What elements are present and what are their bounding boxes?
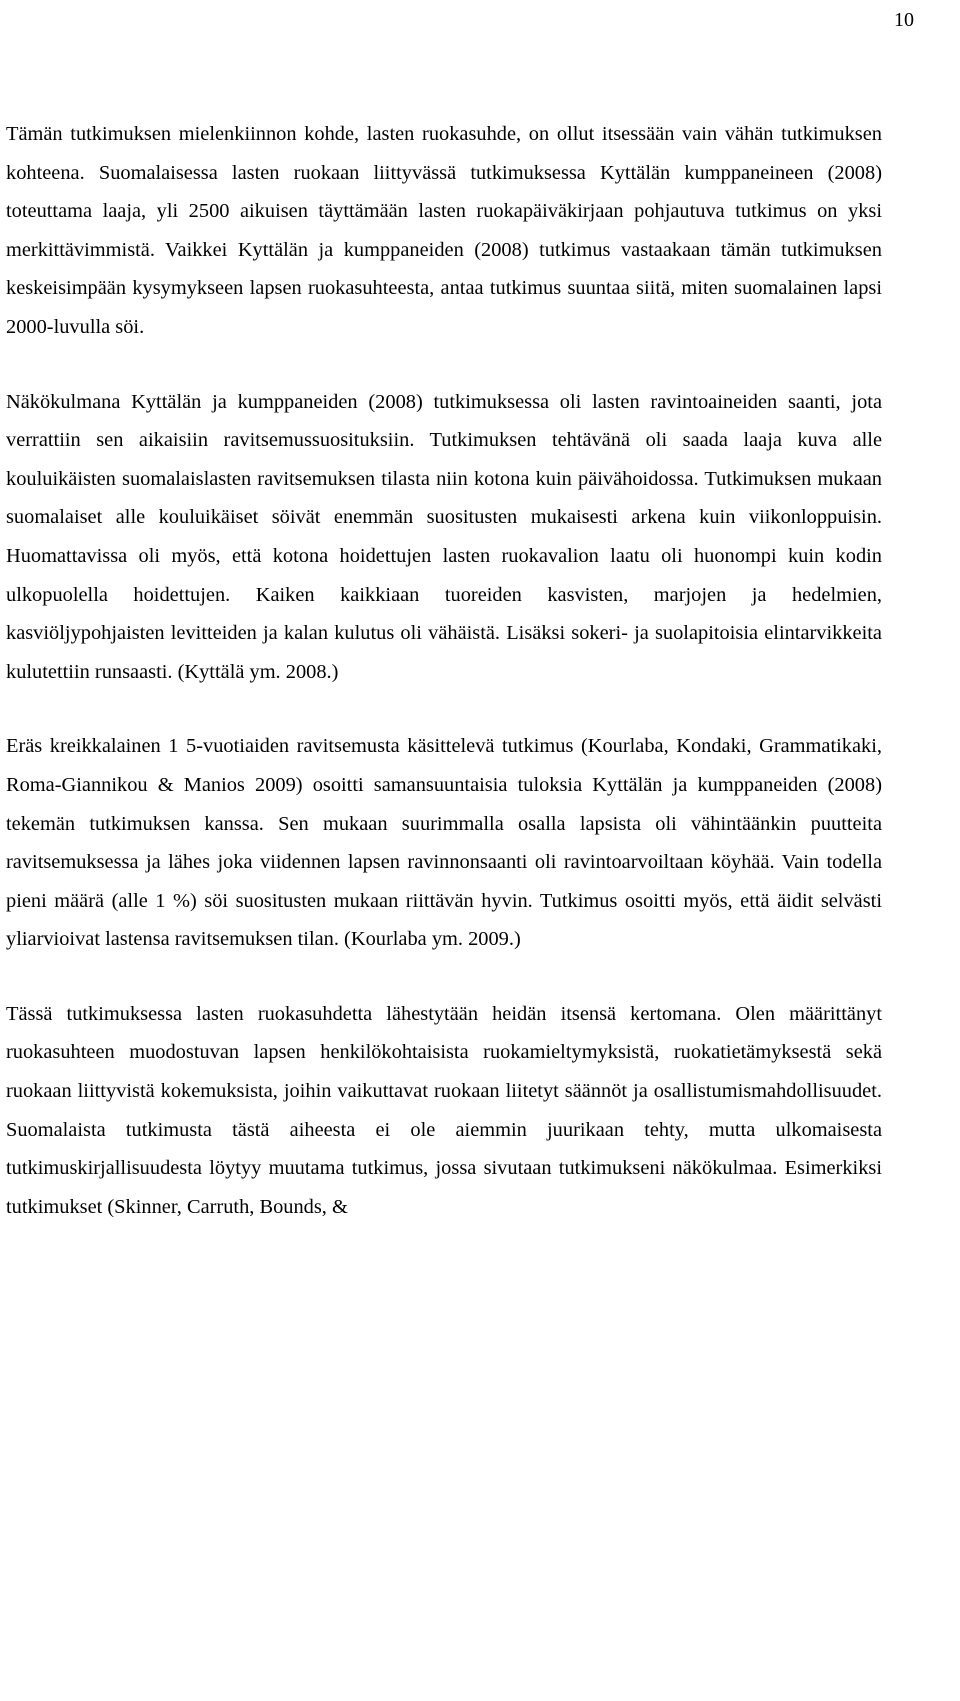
paragraph-2: Näkökulmana Kyttälän ja kumppaneiden (2008) tutkimuksessa oli lasten ravintoaineiden saanti, jota verrattiin sen aikaisiin ravitsemussuosituksiin. Tutkimuksen tehtävänä oli saada laaja kuva alle kouluikäisten suomalaislasten ravitsemuksen tilasta niin kotona kuin päivähoidossa. Tutkimuksen mukaan suomalaiset alle kouluikäiset söivät enemmän suositusten mukaisesti arkena kuin viikonloppuisin. Huomattavissa oli myös, että kotona hoidettujen lasten ruokavalion laatu oli huonompi kuin kodin ulkopuolella hoidettujen. Kaiken kaikkiaan tuoreiden kasvisten, marjojen ja hedelmien, kasviöljypohjaisten levitteiden ja kalan kulutus oli vähäistä. Lisäksi sokeri- ja suolapitoisia elintarvikkeita kulutettiin runsaasti. (Kyttälä ym. 2008.) xyxy=(6,390,882,683)
document-body xyxy=(6,115,882,1226)
paragraph-1: Tämän tutkimuksen mielenkiinnon kohde, lasten ruokasuhde, on ollut itsessään vain vähän tutkimuksen kohteena. Suomalaisessa lasten ruokaan liittyvässä tutkimuksessa Kyttälän kumppaneineen (2008) toteuttama laaja, yli 2500 aikuisen täyttämään lasten ruokapäiväkirjaan pohjautuva tutkimus on yksi merkittävimmistä. Vaikkei Kyttälän ja kumppaneiden (2008) tutkimus vastaakaan tämän tutkimuksen keskeisimpään kysymykseen lapsen ruokasuhteesta, antaa tutkimus suuntaa siitä, miten suomalainen lapsi 2000-luvulla söi. xyxy=(6,123,882,338)
page-number: 10 xyxy=(894,9,914,31)
paragraph-4: Tässä tutkimuksessa lasten ruokasuhdetta lähestytään heidän itsensä kertomana. Olen määrittänyt ruokasuhteen muodostuvan lapsen henkilökohtaisista ruokamieltymyksistä, ruokatietämyksestä sekä ruokaan liittyvistä kokemuksista, joihin vaikuttavat ruokaan liitetyt säännöt ja osallistumismahdollisuudet. Suomalaista tutkimusta tästä aiheesta ei ole aiemmin juurikaan tehty, mutta ulkomaisesta tutkimuskirjallisuudesta löytyy muutama tutkimus, jossa sivutaan tutkimukseni näkökulmaa. Esimerkiksi tutkimukset (Skinner, Carruth, Bounds, & xyxy=(6,1002,882,1218)
paragraph-3: Eräs kreikkalainen 1 5-vuotiaiden ravitsemusta käsittelevä tutkimus (Kourlaba, Kondaki, Grammatikaki, Roma-Giannikou & Manios 2009) osoitti samansuuntaisia tuloksia Kyttälän ja kumppaneiden (2008) tekemän tutkimuksen kanssa. Sen mukaan suurimmalla osalla lapsista oli vähintäänkin puutteita ravitsemuksessa ja lähes joka viidennen lapsen ravinnonsaanti oli ravintoarvoiltaan köyhää. Vain todella pieni määrä (alle 1 %) söi suositusten mukaan riittävän hyvin. Tutkimus osoitti myös, että äidit selvästi yliarvioivat lastensa ravitsemuksen tilan. (Kourlaba ym. 2009.) xyxy=(6,735,882,951)
